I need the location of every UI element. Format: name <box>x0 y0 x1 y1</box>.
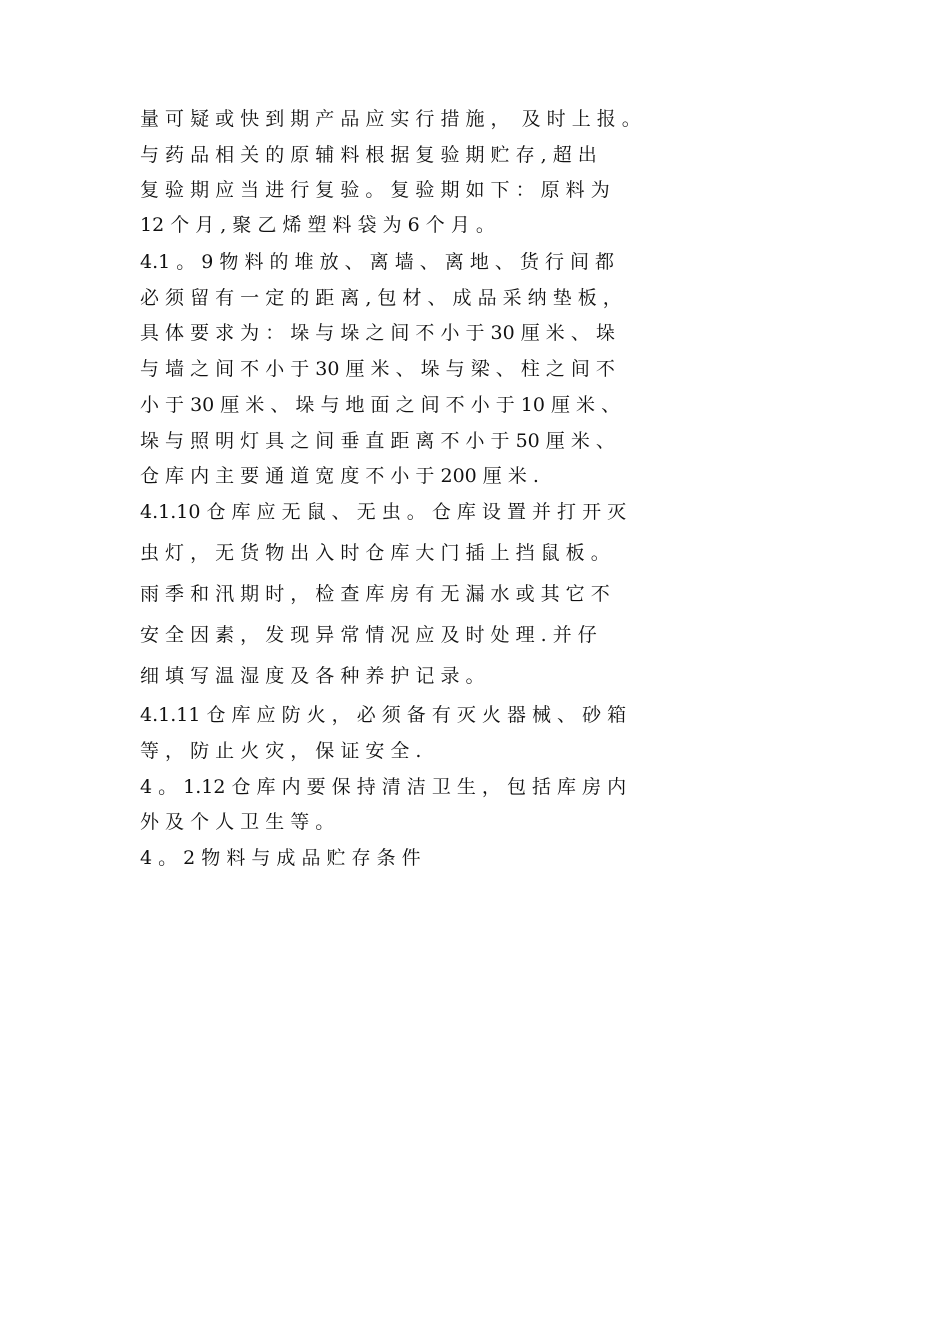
text-line: 与 墙 之 间 不 小 于 30 厘 米 、 垛 与 梁 、 柱 之 间 不 <box>140 358 615 380</box>
text-line: 垛 与 照 明 灯 具 之 间 垂 直 距 离 不 小 于 50 厘 米 、 <box>140 430 615 452</box>
text-line: 小 于 30 厘 米 、 垛 与 地 面 之 间 不 小 于 10 厘 米 、 <box>140 394 621 416</box>
text-line: 必 须 留 有 一 定 的 距 离 , 包 材 、 成 品 采 纳 垫 板 ， <box>140 287 622 309</box>
text-line: 等 ， 防 止 火 灾 ， 保 证 安 全 . <box>140 740 422 762</box>
text-line: 仓 库 内 主 要 通 道 宽 度 不 小 于 200 厘 米 . <box>140 465 539 487</box>
text-line: 细 填 写 温 湿 度 及 各 种 养 护 记 录 。 <box>140 665 485 687</box>
text-line: 4 。 1.12 仓 库 内 要 保 持 清 洁 卫 生 ， 包 括 库 房 内 <box>140 776 627 798</box>
text-line: 12 个 月 , 聚 乙 烯 塑 料 袋 为 6 个 月 。 <box>140 214 495 236</box>
text-line: 4.1 。 9 物 料 的 堆 放 、 离 墙 、 离 地 、 货 行 间 都 <box>140 251 615 273</box>
text-line: 外 及 个 人 卫 生 等 。 <box>140 811 335 833</box>
text-line: 虫 灯 ， 无 货 物 出 入 时 仓 库 大 门 插 上 挡 鼠 板 。 <box>140 542 610 564</box>
text-line: 量 可 疑 或 快 到 期 产 品 应 实 行 措 施 ， 及 时 上 报 。 <box>140 108 641 130</box>
text-line: 4.1.11 仓 库 应 防 火 ， 必 须 备 有 灭 火 器 械 、 砂 箱 <box>140 704 627 726</box>
text-line: 与 药 品 相 关 的 原 辅 料 根 据 复 验 期 贮 存 , 超 出 <box>140 144 597 166</box>
text-line: 具 体 要 求 为 ： 垛 与 垛 之 间 不 小 于 30 厘 米 、 垛 <box>140 322 615 344</box>
text-line: 4 。 2 物 料 与 成 品 贮 存 条 件 <box>140 847 421 869</box>
text-line: 复 验 期 应 当 进 行 复 验 。 复 验 期 如 下 ： 原 料 为 <box>140 179 610 201</box>
text-line: 雨 季 和 汛 期 时 ， 检 查 库 房 有 无 漏 水 或 其 它 不 <box>140 583 610 605</box>
text-line: 4.1.10 仓 库 应 无 鼠 、 无 虫 。 仓 库 设 置 并 打 开 灭 <box>140 501 627 523</box>
text-line: 安 全 因 素 ， 发 现 异 常 情 况 应 及 时 处 理 . 并 仔 <box>140 624 597 646</box>
